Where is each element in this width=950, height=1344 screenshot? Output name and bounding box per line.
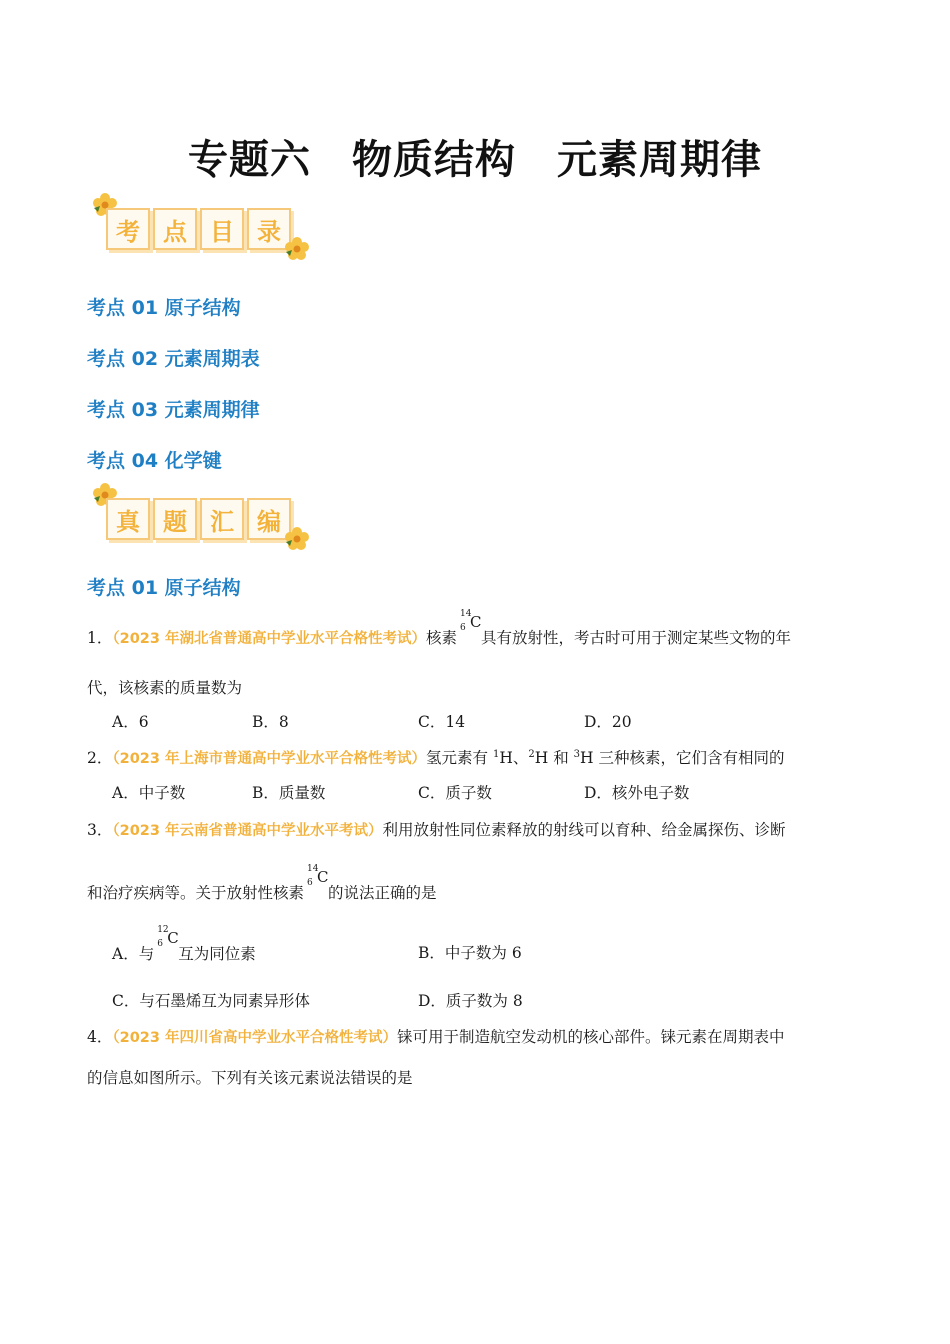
banner-char: 编 — [247, 498, 291, 540]
question-number: 4． — [87, 1028, 113, 1046]
question-source: （2023 年四川省高中学业水平合格性考试） — [112, 1030, 398, 1046]
option-b[interactable]: B．中子数为 6 — [418, 944, 522, 962]
nuclide-notation: 14 6 C — [307, 864, 329, 888]
flower-icon — [284, 236, 310, 262]
banner-char: 真 — [106, 498, 150, 540]
section-heading: 考点 01 原子结构 — [87, 577, 241, 599]
toc-item-02[interactable]: 考点 02 元素周期表 — [87, 348, 260, 370]
flower-icon — [284, 526, 310, 552]
toc-item-03[interactable]: 考点 03 元素周期律 — [87, 399, 260, 421]
option-d[interactable]: D．质子数为 8 — [418, 992, 523, 1010]
nuclide-notation: 14 6 C — [460, 609, 482, 633]
option-d[interactable]: D．20 — [584, 713, 632, 731]
question-1 — [87, 609, 792, 648]
question-text: 具有放射性，考古时可用于测定某些文物的年 — [481, 629, 792, 647]
banner-char: 目 — [200, 208, 244, 250]
page-title: 专题六 物质结构 元素周期律 — [188, 137, 762, 183]
banner-char: 点 — [153, 208, 197, 250]
option-a[interactable]: A．中子数 — [112, 784, 186, 802]
question-2: 2．（2023 年上海市普通高中学业水平合格性考试）氢元素有 $^1$H、$^2$H 和 $^3$H 三种核素，它们含有相同的 — [87, 748, 785, 767]
toc-item-01[interactable]: 考点 01 原子结构 — [87, 297, 241, 319]
question-source: （2023 年上海市普通高中学业水平合格性考试） — [112, 751, 427, 767]
question-4: 4．（2023 年四川省高中学业水平合格性考试）铼可用于制造航空发动机的核心部件。铼元素在周期表中 — [87, 1028, 785, 1046]
question-number: 3． — [87, 821, 113, 839]
option-c[interactable]: C．质子数 — [418, 784, 492, 802]
option-c[interactable]: C．14 — [418, 713, 466, 731]
question-source: （2023 年云南省普通高中学业水平考试） — [112, 823, 383, 839]
option-d[interactable]: D．核外电子数 — [584, 784, 690, 802]
banner-char: 汇 — [200, 498, 244, 540]
question-1-line2: 代，该核素的质量数为 — [87, 679, 243, 697]
option-b[interactable]: B．8 — [252, 713, 289, 731]
question-4-line2: 的信息如图所示。下列有关该元素说法错误的是 — [87, 1069, 413, 1087]
section-banner-toc — [92, 192, 322, 262]
banner-char: 录 — [247, 208, 291, 250]
option-c[interactable]: C．与石墨烯互为同素异形体 — [112, 992, 310, 1010]
question-number: 1． — [87, 629, 113, 647]
toc-item-04[interactable]: 考点 04 化学键 — [87, 450, 222, 472]
banner-char: 考 — [106, 208, 150, 250]
option-a[interactable]: A．与 12 6 C 互为同位素 — [112, 925, 256, 963]
banner-char: 题 — [153, 498, 197, 540]
option-a[interactable]: A．6 — [112, 713, 149, 731]
question-3: 3．（2023 年云南省普通高中学业水平考试）利用放射性同位素释放的射线可以育种、给金属探伤、诊断 — [87, 821, 786, 839]
question-text: 核素 — [426, 629, 458, 647]
question-3-line2: 和治疗疾病等。关于放射性核素 14 6 C 的说法正确的是 — [87, 864, 437, 902]
question-source: （2023 年湖北省普通高中学业水平合格性考试） — [112, 631, 427, 647]
nuclide-notation: 12 6 C — [157, 925, 179, 949]
option-b[interactable]: B．质量数 — [252, 784, 326, 802]
section-banner-exams — [92, 482, 322, 552]
question-number: 2． — [87, 749, 113, 767]
